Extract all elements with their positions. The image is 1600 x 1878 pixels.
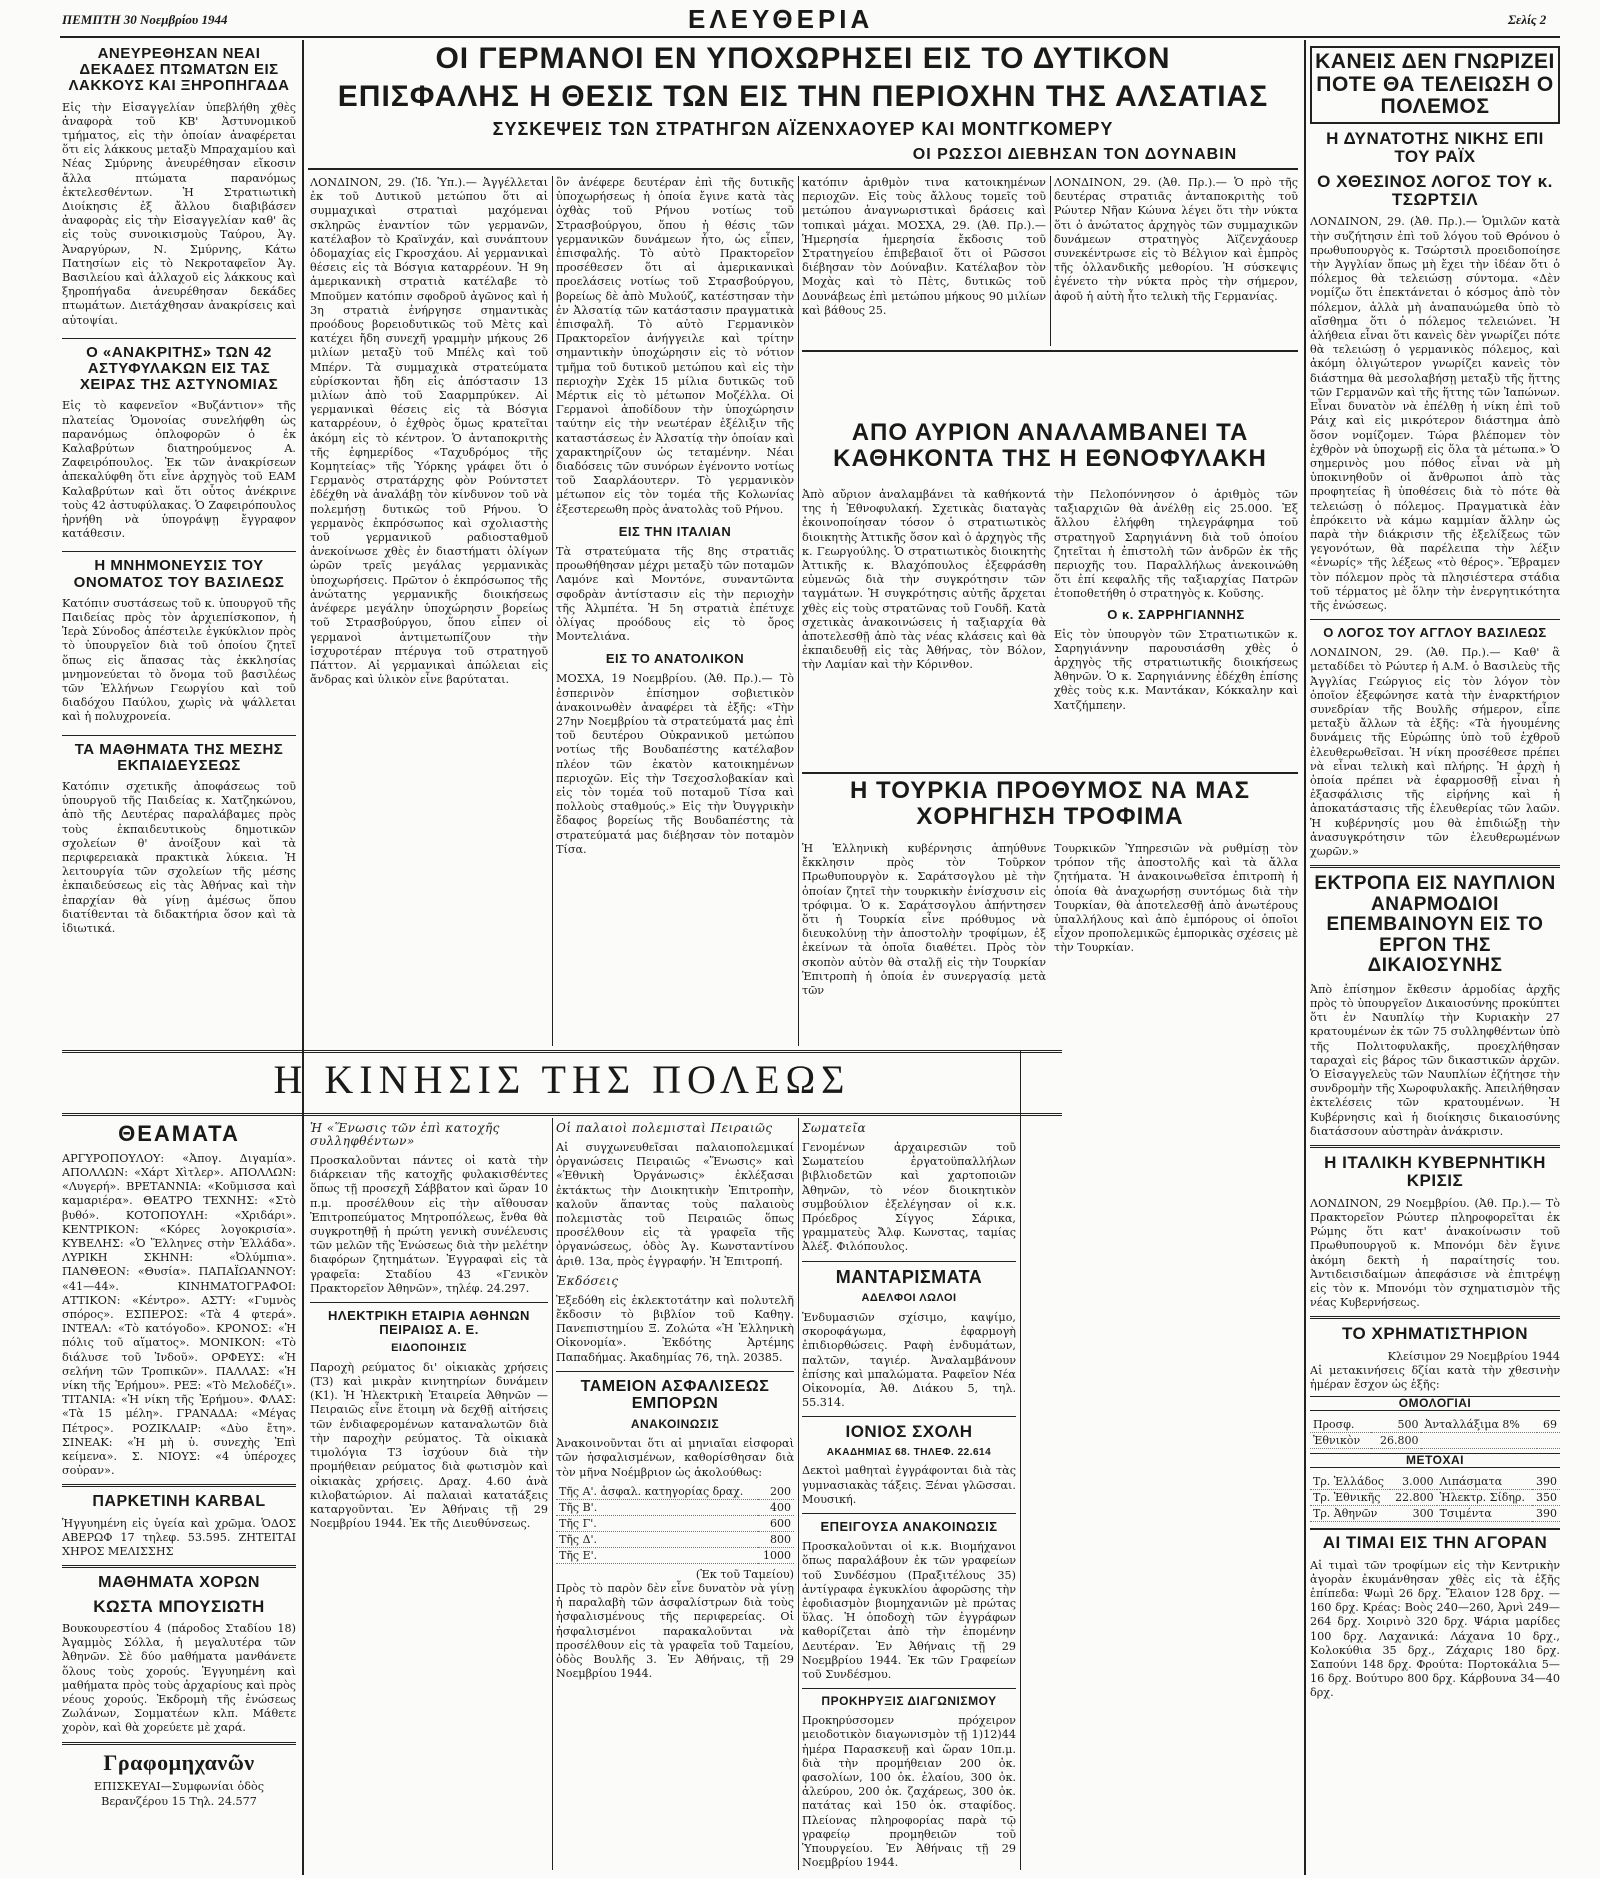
article-headline: ΕΙΣ ΤΗΝ ΙΤΑΛΙΑΝ [618,523,732,539]
prices-headline: ΑΙ ΤΙΜΑΙ ΕΙΣ ΤΗΝ ΑΓΟΡΑΝ [1310,1528,1560,1552]
notice-body: Πρὸς τὸ παρὸν δὲν εἶνε δυνατὸν νὰ γίνῃ ἡ παραλαβὴ τῶν ἀσφαλίστρων διὰ τοὺς ἠσφαλισμένους τῆς περιφερείας. Οἱ ἠσφαλισμένοι παρακαλοῦνται νὰ προσέλθουν εἰς τὰ γραφεῖα τοῦ Ταμείου, ὁδὸς Βουλῆς 3. Ἐν Ἀθήναις, τῇ 29 Νοεμβρίου 1944. [556,1582,794,1681]
article-headline: Ο «ΑΝΑΚΡΙΤΗΣ» ΤΩΝ 42 ΑΣΤΥΦΥΛΑΚΩΝ ΕΙΣ ΤΑΣ ΧΕΙΡΑΣ ΤΗΣ ΑΣΤΥΝΟΜΙΑΣ [79,343,279,394]
ad-body: Ἡγγυημένη εἰς ὑγεία καὶ χρῶμα. ὉΔΟΣ ΑΒΕΡΩΦ 17 τηλεφ. 53.595. ΖΗΤΕΙΤΑΙ ΧΗΡΟΣ ΜΕΛΙΣΣΗΣ [62,1516,296,1559]
column-rule [798,176,799,1046]
article-headline: ΕΙΣ ΤΟ ΑΝΑΤΟΛΙΚΟΝ [605,651,745,667]
notice-headline: ΠΡΟΚΗΡΥΞΙΣ ΔΙΑΓΩΝΙΣΜΟΥ [821,1694,997,1709]
ad-headline: ΜΑΘΗΜΑΤΑ ΧΟΡΩΝ [98,1574,260,1592]
column-rule [1304,40,1306,1875]
article-body: ΛΟΝΔΙΝΟΝ, 29. (Ἀθ. Πρ.).— Ὁμιλῶν κατὰ τὴν συζήτησιν ἐπὶ τοῦ λόγου τοῦ Θρόνου ὁ πρωθυπουργὸς κ. Τσώρτσιλ προειδοποίησε τὴν Ἀγγλίαν ὅπως μὴ ἔχει τὴν ἰδέαν ὅτι ὁ πόλεμος θὰ τελειώσῃ σύντομα. «Δὲν νομίζω ὅτι ἐπεκτάνεται ὁ κόσμος ἀπὸ τὸν πόλεμον, ἀλλὰ μὴ ἀναπαυώμεθα ὑπὸ τὸ αἴσθημα ὅτι ὁ πόλεμος τελειώνει. Ἡ ἀλήθεια εἶναι ὅτι κανεὶς δὲν γνωρίζει πότε θὰ τελειώσῃ ὁ γερμανικὸς πόλεμος, καὶ ἀκόμη ὀλιγώτερον γνωρίζει κανεὶς τὸν διάστημα θὰ μεσολαβήσῃ μεταξὺ τῆς ἥττης τῶν Γερμανῶν καὶ τῆς ἥττης τῶν Ἰαπώνων. Εἶναι δυνατὸν νὰ ἐπέλθῃ ἡ νίκη ἐπὶ τοῦ Ράιχ καὶ εἰς μικρότερον διάστημα ἀπὸ ὅσον νομίζομεν. Τώρα βλέπομεν τὸν ἐχθρὸν νὰ ὑποχωρῇ εἰς ὅλα τὰ μέτωπα.» Ὁ σημερινὸς μου πόθος εἶναι νὰ μὴ ὑποκινηθοῦν οἱ ἄνθρωποι ἀπὸ τὰς προφητείας ἢ ὑποθέσεις διὰ τὸ πότε θὰ τελειώσῃ ὁ πόλεμος. Πραγματικὰ ἐὰν ἐπρόκειτο νὰ κάμω καμμίαν ἄλλην ὡς παρὰ τὴν διάκρισιν τῆς ἐξελίξεως τῶν γεγονότων, θὰ παρέλειπα τὴν λέξιν «ἐνωρίς» τῆς λέξεως «τὸ θέρος». Ἔβραμεν τὸν πόλεμον πρὸς τὰ πλησιέστερα στάδια τοῦ τέρματος μὲ ὅλην τὴν ἐνεργητικότητα τῆς ἐνώσεως. [1310,215,1560,612]
table-row: Τρ. Ἀθηνῶν 300 Τσιμέντα 390 [1310,1506,1560,1522]
notice-body: Αἱ συγχωνευθεῖσαι παλαιοπολεμικαί ὀργανώσεις Πειραιῶς «Ἕνωσις» καὶ «Ἐθνικὴ Ὀργάνωσις» ἐκλέξασαι ἐκτάκτως τὴν Διοικητικὴν Ἐπιτροπὴν, καλοῦν ἅπαντας τοὺς παλαιοὺς πολεμιστὰς τοῦ Πειραιῶς ὅπως προσέλθουν εἰς τὰ γραφεῖα τῆς ὀργανώσεως, ὁδὸς Ἁγ. Κωνσταντίνου ἀριθ. 13α, πρὸς ἐγγραφήν. Ἡ Ἐπιτροπή. [556,1140,794,1268]
bourse-note: Αἱ μετακινήσεις δζίαι κατὰ τὴν χθεσινὴν ἡμέραν ἔσχον ὡς ἑξῆς: [1310,1363,1560,1392]
table-row: Τρ. Ἐλλάδος 3.000 Λιπάσματα 390 [1310,1474,1560,1490]
ad-headline: ΠΑΡΚΕΤΙΝΗ KARBAL [92,1493,266,1511]
page-number: Σελίς 2 [1508,12,1547,27]
bottom-left-column [62,1118,296,1870]
notice-headline: Οἱ παλαιοὶ πολεμισταὶ Πειραιῶς [556,1121,773,1135]
ad-body: Ἐνδυμασιῶν σχίσιμο, καψίμο, σκοροφάγωμα, ἐφαρμογὴ ἐπιδιορθώσεις. Ραφὴ ἐνδυμάτων, παλτῶν, ταγιέρ. Ἀναλαμβάνουν ἐπίσης καὶ μπαλώματα. Ραφεῖον Νέα Οἰκονομία, Ἀθ. Διάκου 5, τηλ. 55.314. [802,1310,1016,1410]
article-body: Κατόπιν συστάσεως τοῦ κ. ὑπουργοῦ τῆς Παιδείας πρὸς τὸν ἀρχιεπίσκοπον, ἡ Ἱερὰ Σύνοδος ἀπέστειλε ἐγκύκλιον πρὸς τὸ ὑπουργεῖον διὰ τοῦ ὁποίου ζητεῖ ὅπως εἰς ἅπασας τὰς ἐκκλησίας μνημονεύεται τὸ ὄνομα τοῦ βασιλέως τῶν Ἑλλήνων Γεωργίου καὶ τοῦ διαδόχου Παύλου, χωρὶς νὰ ψάλλεται καὶ ἡ πολυχρονεία. [62,596,296,724]
article-body: Κατόπιν σχετικῆς ἀποφάσεως τοῦ ὑπουργοῦ τῆς Παιδείας κ. Χατζηκώνου, ἀπὸ τῆς Δευτέρας παραλάβαμες πρὸς τοὺς ἐκπαιδευτικοὺς δημοτικῶν σχολείων θ' ἀνοίξουν καὶ τὰ περιφερειακὰ πρακτικὰ λύκεια. Ἡ λειτουργία τῶν σχολείων τῆς μέσης ἐκπαιδεύσεως εἰς τὰς Ἀθήνας καὶ τὴν ἐπαρχίαν θὰ γίνῃ ἀμέσως ὅπου διατίθενται τὰ διδακτήρια ὅσον καὶ τὰ ἰδιωτικά. [62,779,296,936]
article-body: Τουρκικῶν Ὑπηρεσιῶν νὰ ρυθμίσῃ τὸν τρόπον τῆς ἀποστολῆς καὶ τὰ ἄλλα ζητήματα. Ἡ ἀνακοινωθεῖσα ἐπιτροπὴ ἡ ὁποία θὰ ἀναχωρήσῃ συντόμως διὰ τὴν Τουρκίαν, θὰ ἀποτελεσθῇ ἀπὸ ἀνωτέρους ὑπαλλήλους καὶ ἀπὸ ἐμπόρους οἱ ὁποῖοι εἶχον προπολεμικῶς ἐμπορικὰς σχέσεις μὲ τὴν Τουρκίαν. [1054,842,1298,955]
notice-body: Προκηρύσσομεν πρόχειρον μειοδοτικὸν διαγωνισμὸν τῇ 1)12)44 ἡμέρα Παρασκευῇ καὶ ὥραν 10π.μ. διὰ τὴν προμήθειαν 200 ὀκ. φασολίων, 100 ὀκ. ἐλαίου, 300 ὀκ. ἀλεύρου, 200 ὀκ. ζαχάρεως, 300 ὀκ. πατάτας καὶ 150 ὀκ. σταφίδος. Πλείονας πληροφορίας παρὰ τῷ γραφείῳ προμηθειῶν τοῦ Ὑπουργείου. Ἐν Ἀθήναις τῇ 29 Νοεμβρίου 1944. [802,1714,1016,1870]
contribution-table [556,1484,794,1564]
ad-subheadline: ΚΩΣΤΑ ΜΠΟΥΣΙΩΤΗ [93,1596,265,1616]
right-column [1310,42,1560,1872]
center-column-1 [310,176,548,1046]
turkey-headline: Η ΤΟΥΡΚΙΑ ΠΡΟΘΥΜΟΣ ΝΑ ΜΑΣ ΧΟΡΗΓΗΣΗ ΤΡΟΦΙΜΑ [849,777,1251,831]
article-body: Εἰς τὸ καφενεῖον «Βυζάντιον» τῆς πλατείας Ὁμονοίας συνελήφθη ὡς παρανόμως ὁπλοφορῶν ὁ ἐκ Καλαβρύτων διατηρούμενος Α. Ζαφειρόπουλος. Ἐκ τῶν ἀνακρίσεων ἀπεκαλύφθη ὅτι εἶνε ἀρχηγὸς τοῦ ΕΑΜ Καλαβρύτων καὶ ὅτι οὗτος ἀνέκρινε τοὺς 42 ἀστυφύλακας. Ὁ Ζαφειρόπουλος ἠρνήθη νὰ ὑπογράψῃ ἔγγραφον κατάθεσιν. [62,399,296,541]
notice-headline: ΗΛΕΚΤΡΙΚΗ ΕΤΑΙΡΙΑ ΑΘΗΝΩΝ ΠΕΙΡΑΙΩΣ Α. Ε. [328,1307,530,1337]
masthead-rule [60,36,1560,38]
city-banner: Η ΚΙΝΗΣΙΣ ΤΗΣ ΠΟΛΕΩΣ [273,1057,851,1102]
column-rule [798,1118,799,1870]
article [62,46,296,328]
bonds-headline: ΟΜΟΛΟΓΙΑΙ [1310,1396,1560,1411]
notice-body: Γενομένων ἀρχαιρεσιῶν τοῦ Σωματείου ἐργατοϋπαλλήλων βιβλιοδετῶν καὶ χαρτοποιῶν Ἀθηνῶν, τὸ νέον διοικητικὸν συμβούλιον ἐξελέγησαν οἱ κ.κ. Πρόεδρος Σίγγος Σάρικα, γραμματεὺς Ἄλφ. Κωνστας, ταμίας Ἀλέξ. Φιλόπουλος. [802,1140,1016,1254]
column-rule [552,176,553,1046]
ethnofylaki-headline: ΑΠΟ ΑΥΡΙΟΝ ΑΝΑΛΑΜΒΑΝΕΙ ΤΑ ΚΑΘΗΚΟΝΤΑ ΤΗΣ Η ΕΘΝΟΦΥΛΑΚΗ [833,419,1267,473]
article [62,558,296,724]
notice-subheadline: ΕΙΔΟΠΟΙΗΣΙΣ [391,1342,467,1354]
article-body: ΛΟΝΔΙΝΟΝ, 29 Νοεμβρίου. (Ἀθ. Πρ.).— Τὸ Πρακτορεῖον Ρώυτερ πληροφορεῖται ἐκ Ρώμης ὅτι κατ' ἀνακοίνωσιν τοῦ Πρωθυπουργοῦ κ. Μπονόμι δὲν ἔγινε ἀκόμη δεκτὴ ἡ παραίτησίς του. Ἀντιδεισιδαίμων ἀπεφάσισε νὰ ἐπιτρέψῃ εἰς τὸν κ. Μπονόμι τὸν σχηματισμὸν τῆς νέας Κυβερνήσεως. [1310,1196,1560,1310]
headline-rule [308,168,1298,170]
article-body: Εἰς τὴν Εἰσαγγελίαν ὑπεβλήθη χθὲς ἀναφορὰ τοῦ ΚΒ' Ἀστυνομικοῦ τμήματος, εἰς τὴν ὁποίαν ἀναφέρεται ὅτι εἰς λάκκους μεταξὺ Μπραχαμίου καὶ Νέας Σμύρνης ἀνευρέθησαν εἴκοσιν ἄλλα πτώματα παρανόμως ἐκτελεσθέντων. Ἡ Στρατιωτικὴ Διοίκησις ἐξ ἄλλου διαβιβάσεν ἀναφορὰς εἰς τὴν Εἰσαγγελίαν καθ' ἃς εἰς τοὺς συνοικισμοὺς Ταύρου, Ἁγ. Ἀναργύρων, Ν. Σμύρνης, Κάτω Πατησίων εἰς τὸ Νεκροταφεῖον Ἁγ. Βασιλείου καὶ ἀλλαχοῦ εἰς λάκκους καὶ ξηροπήγαδα ἀνευρέθησαν δεκάδες πτωμάτων. Διετάχθησαν ἀνακρίσεις καὶ αὐτοψίαι. [62,100,296,327]
subheadline-2: ΟΙ ΡΩΣΣΟΙ ΔΙΕΒΗΣΑΝ ΤΟΝ ΔΟΥΝΑΒΙΝ [912,146,1238,163]
main-headline: ΟΙ ΓΕΡΜΑΝΟΙ ΕΝ ΥΠΟΧΩΡΗΣΕΙ ΕΙΣ ΤΟ ΔΥΤΙΚΟΝ [435,42,1171,75]
ad-body: Βουκουρεστίου 4 (πάροδος Σταδίου 18) Ἀγαμμὸς Σόλλα, ἡ μεγαλυτέρα τῶν Ἀθηνῶν. Σὲ δύο μαθήματα μανθάνετε ὅλους τοὺς χορούς. Ἐγγυημένη καὶ μαθήματα πρὸς τοὺς ἀρχαρίους καὶ πρὸς νέους χορούς. Ἐκδρομὴ τῆς ἐνώσεως Ζωλάνων, Σομματέων κλπ. Μάθετε χορὸν, καὶ θὰ χορεύετε μὲ χαρά. [62,1621,296,1735]
ad-body: ΕΠΙΣΚΕΥΑΙ—Συμφωνίαι ὁδὸς Βερανζέρου 15 Τηλ. 24.577 [94,1780,264,1808]
column-rule [552,1118,553,1870]
notice-body: Προσκαλοῦνται οἱ κ.κ. Βιομήχανοι ὅπως παραλάβουν ἐκ τῶν γραφείων τοῦ Συνδέσμου (Πραξιτέλους 35) ἀντίγραφα ἐγκυκλίου ἀφορῶσης τὴν ἐφοδιασμὸν βιομηχανιῶν μὲ πρώτας ὕλας. Ἡ ὁποδοχὴ τῶν ἐγγράφων καθορίζεται ἀπὸ τὴν ἑπομένην Δευτέραν. Ἐν Ἀθήναις τῇ 29 Νοεμβρίου 1944. Ἐκ τῶν Γραφείων τοῦ Συνδέσμου. [802,1540,1016,1681]
article-headline: Ο κ. ΣΑΡΡΗΓΙΑΝΝΗΣ [1107,606,1245,622]
article-subheadline: Η ΔΥΝΑΤΟΤΗΣ ΝΙΚΗΣ ΕΠΙ ΤΟΥ ΡΑΪΧ [1326,129,1544,167]
prices-body: Αἱ τιμαὶ τῶν τροφίμων εἰς τὴν Κεντρικὴν ἀγορὰν ἐκυμάνθησαν χθὲς εἰς τὰ ἑξῆς ἐπίπεδα: Ψωμὶ 26 δρχ. Ἔλαιον 128 δρχ. — 160 δρχ. Κρέας: Βοὸς 240—260, Ἀρνὶ 249—264 δρχ. Χοιρινὸ 320 δρχ. Ψάρια μαρίδες 100 δρχ. Λαχανικά: Λάχανα 10 δρχ., Κολοκύθια 35 δρχ., Ζάχαρις 180 δρχ. Σαπούνι 148 δρχ. Φρούτα: Πορτοκάλια 5—16 δρχ. Βούτυρο 800 δρχ. Κάρβουνα 34—40 δρχ. [1310,1558,1560,1700]
table-row: Τῆς Γ'. 600 [556,1515,794,1531]
column-rule [302,40,304,1875]
table-row: Τῆς Α'. ἀσφαλ. κατηγορίας δραχ. 200 [556,1484,794,1500]
issue-date: ΠΕΜΠΤΗ 30 Νοεμβρίου 1944 [62,12,228,27]
ethnofylaki-body-left [802,488,1046,768]
article-body: Τὰ στρατεύματα τῆς 8ης στρατιᾶς προωθήθησαν μέχρι μεταξὺ τῶν ποταμῶν Λαμόνε καὶ Μοντόνε, συναντῶντα σφοδρὰν ἀντίστασιν εἰς τὴν περιοχὴν τῆς Ἀλμπέτα. Ἡ 5η στρατιὰ ἐπέτυχε ὀλίγας προόδους εἰς τὸ ὄρος Μοντελιάνα. [556,544,794,644]
article-headline: Η ΜΝΗΜΟΝΕΥΣΙΣ ΤΟΥ ΟΝΟΜΑΤΟΣ ΤΟΥ ΒΑΣΙΛΕΩΣ [73,557,285,591]
ad-headline: ΜΑΝΤΑΡΙΣΜΑΤΑ [835,1266,983,1287]
ad-headline: ΙΟΝΙΟΣ ΣΧΟΛΗ [845,1422,973,1442]
main-headline-2: ΕΠΙΣΦΑΛΗΣ Η ΘΕΣΙΣ ΤΩΝ ΕΙΣ ΤΗΝ ΠΕΡΙΟΧΗΝ ΤΗΣ ΑΛΣΑΤΙΑΣ [337,80,1269,113]
article-body: ὃν ἀνέφερε δευτέραν ἐπὶ τῆς δυτικῆς ὑποχωρήσεως ἡ ὁποία ἔγινε κατὰ τὰς ὀχθὰς τοῦ Ρήνου νοτίως τοῦ Στρασβούργου, ὅπου ἡ θέσις τῶν γερμανικῶν δυνάμεων ἦτο, ὡς εἶπεν, ἐπισφαλής. Τὸ αὐτὸ Πρακτορεῖον προσέθεσεν ὅτι αἱ ἀμερικανικαὶ προελάσεις νοτίως τοῦ Στρασβούργου, βορείως δὲ ἀπὸ Μυλούζ, κατέστησαν τὴν ἐν Ἀλσατίᾳ τῶν κατάστασιν πραγματικὰ ἐπισφαλῆ. Τὸ αὐτὸ Γερμανικὸν Πρακτορεῖον ἀνήγγειλε καὶ τρίτην σημαντικὴν ὑποχώρησιν εἰς τὸ νότιον τμῆμα τοῦ δυτικοῦ μετώπου καὶ εἰς τὴν περιοχὴν Σχὲκ 15 μίλια δυτικῶς τοῦ Μέρτικ εἰς τὸ μέτωπον Μοζέλλα. Οἱ Γερμανοὶ ἀποδίδουν τὴν ὑποχώρησιν ταύτην εἰς τὴν νεωτέραν ἐξέλιξιν τῆς καταστάσεως ἐν Ἀλσατίᾳ τὴν ὁποίαν καὶ χαρακτηρίζουν ὡς τεταμένην. Νέαι διαδόσεις τῶν συνόρων ἐγένοντο νοτίως τοῦ Σααρλάουτερν. Τὸ γερμανικὸν μέτωπον εἰς τὸν τομέα τῆς Κολωνίας ἐξεστερεωθη πρὸς ἀνατολὰς τοῦ Ρήνου. [556,176,794,516]
bottom-column-2 [310,1118,548,1870]
ad-subheadline: ΑΚΑΔΗΜΙΑΣ 68. ΤΗΛΕΦ. 22.614 [826,1446,992,1458]
article-body: Ἀπὸ ἐπίσημον ἔκθεσιν ἁρμοδίας ἀρχῆς πρὸς τὸ ὑπουργεῖον Δικαιοσύνης προκύπτει ὅτι ἐν Ναυπλίῳ τὴν Κυριακὴν 27 κρατουμένων ἐκ τῶν 75 συλληφθέντων ὑπὸ τῆς Πολιτοφυλακῆς, προεχλήθησαν ταραχαὶ εἰς βάρος τῶν δικαστικῶν ἀρχῶν. Ὁ Εἰσαγγελεὺς τῶν Ναυπλίων ἐζήτησε τὴν συνδρομὴν τῆς Χωροφυλακῆς. Ἀπειλήθησαν ἐκτελέσεις τῶν κρατουμένων. Ἡ Κυβέρνησις καὶ ἡ διοίκησις δικαιοσύνης διατάσσουν αὐστηρὰν ἀνάκρισιν. [1310,982,1560,1138]
section-rule [802,350,1298,352]
listing-body: ΑΡΓΥΡΟΠΟΥΛΟΥ: «Ἀπογ. Διγαμία». ΑΠΟΛΛΩΝ: «Χάρτ Χὶτλερ». ΑΠΟΛΛΩΝ: «Λυγερή». ΒΡΕΤΑΝΝΙΑ: «Κοῦμισσα καὶ καμαριέρα». ΘΕΑΤΡΟ ΤΕΧΝΗΣ: «Στὸ βυθό». ΚΟΤΟΠΟΥΛΗ: «Χριδάρι». ΚΕΝΤΡΙΚΟΝ: «Κόρες λογοκρισία». ΚΥΒΕΛΗΣ: «Ὁ Ἕλληνες στὴν Ἑλλάδα». ΛΥΡΙΚΗ ΣΚΗΝΗ: «Ὀλύμπια». ΠΑΝΘΕΟΝ: «Θυσία». ΠΑΠΑΪΩΑΝΝΟΥ: «41—44». ΚΙΝΗΜΑΤΟΓΡΑΦΟΙ: ΑΤΤΙΚΟΝ: «Κέντρο». ΑΣΤΥ: «Γυμνὸς σπόρος». ΕΣΠΕΡΟΣ: «Τὰ 4 φτερά». ΙΝΤΕΑΛ: «Τὸ κατόγοδο». ΚΡΟΝΟΣ: «Ἡ πόλις τοῦ αἵματος». ΜΟΝΙΚΟΝ: «Τὸ διάλυσε τοῦ Ἰνδοῦ». ΟΡΦΕΥΣ: «Ἡ σελήνη τῶν Τροπικῶν». ΠΑΛΛΑΣ: «Ἡ νίκη τῆς Ἐρήμου». ΡΕΞ: «Τὸ Μελοδέζι». ΤΙΤΑΝΙΑ: «Ἡ νίκη τῆς Ἐρήμου». ΦΛΑΣ: «Τὰ 15 μέλη». ΓΡΑΝΑΔΑ: «Μέγας Πέτρος». ΡΟΖΙΚΛΑΙΡ: «Δὺο ἔτη». ΣΙΝΕΑΚ: «Ἡ μὴ ὑ. συνεχὴς Ἐπὶ κείμενα». Σ. ΝΙΟΥΣ: «4 ὑπέροχες σοὐραν». [62,1151,296,1478]
article [62,345,296,542]
section-headline: ΘΕΑΜΑΤΑ [118,1121,240,1146]
shares-table [1310,1474,1560,1522]
turkey-body-right [1054,842,1298,1042]
ethnofylaki-body-right [1054,488,1298,768]
notice-headline: ΕΠΕΙΓΟΥΣΑ ΑΝΑΚΟΙΝΩΣΙΣ [820,1519,998,1535]
section-rule [802,772,1298,774]
notice-signature: (Ἐκ τοῦ Ταμείου) [695,1567,794,1581]
table-row: Τρ. Ἐθνικῆς 22.800 Ἠλεκτρ. Σίδηρ. 350 [1310,1490,1560,1506]
newspaper-title: ΕΛΕΥΘΕΡΙΑ [688,4,874,34]
column-rule [1020,1050,1021,1870]
turkey-body-left [802,842,1046,1042]
subheadline: ΣΥΣΚΕΨΕΙΣ ΤΩΝ ΣΤΡΑΤΗΓΩΝ ΑΪΖΕΝΧΑΟΥΕΡ ΚΑΙ ΜΟΝΤΓΚΟΜΕΡΥ [492,119,1114,139]
table-row: Τῆς Β'. 400 [556,1499,794,1515]
article-body: ΜΟΣΧΑ, 19 Νοεμβρίου. (Ἀθ. Πρ.).— Τὸ ἑσπερινὸν ἐπίσημον σοβιετικὸν ἀνακοινωθὲν ἀναφέρει τὰ ἑξῆς: «Τὴν 27ην Νοεμβρίου τὰ στρατεύματά μας ἐπὶ τοῦ δευτέρου Οὐκρανικοῦ μετώπου νοτίως τῆς Βουδαπέστης κατέλαβον πλέον τῶν ἑκατὸν κατοικημένων περιοχῶν. Εἰς τὴν Τσεχοσλοβακίαν καὶ εἰς τὸν τομέα τοῦ ποταμοῦ Τίσα καὶ πολλοὺς σταθμούς.» Εἰς τὴν Ὀυγγρικὴν ἔδαφος βορείως τῆς Βουδαπέστης τὰ στρατεύματά μας διέβησαν τὸν ποταμὸν Τίσα. [556,672,794,856]
ad-headline: Γραφομηχανῶν [103,1749,255,1775]
article-headline: ΑΝΕΥΡΕΘΗΣΑΝ ΝΕΑΙ ΔΕΚΑΔΕΣ ΠΤΩΜΑΤΩΝ ΕΙΣ ΛΑΚΚΟΥΣ ΚΑΙ ΞΗΡΟΠΗΓΑΔΑ [68,45,290,95]
article-body: Εἰς τὸν ὑπουργὸν τῶν Στρατιωτικῶν κ. Σαρηγιάννην παρουσιάσθη χθὲς ὁ ἀρχηγὸς τῆς στρατιωτικῆς διοικήσεως Ἀθηνῶν. Ὁ κ. Σαρηγιάννης ἐδέχθη ἐπίσης χθὲς τοὺς κ.κ. Μαντάκαν, Κόκκαλην καὶ Χατζήμπεην. [1054,627,1298,712]
column-rule [1050,176,1051,346]
notice-headline: Ἡ «Ἕνωσις τῶν ἐπὶ κατοχῆς συλληφθέντων» [310,1121,500,1148]
left-column [62,42,296,1052]
bottom-column-4 [802,1118,1016,1870]
article-body: Ἡ Ἑλληνικὴ κυβέρνησις ἀπηύθυνε ἔκκλησιν πρὸς τὸν Τοῦρκον Πρωθυπουργὸν κ. Σαράτσογλου μὲ τὴν ὁποίαν ζητεῖ τὴν τουρκικὴν ἐνίσχυσιν εἰς τρόφιμα. Ὁ κ. Σαράτσογλου ἀπήντησεν ὅτι ἡ Τουρκία εἶνε πρόθυμος νὰ διευκολύνῃ τὴν ἀποστολὴν τροφίμων, ἐξ ἐκείνων τὰ ὁποῖα διαθέτει. Πρὸς τὸν σκοπὸν αὐτὸν θὰ σταλῇ εἰς τὴν Τουρκίαν Ἐπιτροπὴ ἡ ὁποία ἐν συνεργασίᾳ μετὰ τῶν [802,842,1046,998]
article-body: ΛΟΝΔΙΝΟΝ, 29. (Ἀθ. Πρ.).— Καθ' ἃ μεταδίδει τὸ Ρώυτερ ἡ Α.Μ. ὁ Βασιλεὺς τῆς Ἀγγλίας Γεώργιος εἰς τὸν λόγον τὸν ὁποῖον ἐξεφώνησε κατὰ τὴν ἐναρκτήριον συνεδρίαν τῆς Βουλῆς σήμερον, εἶπε μεταξὺ ἄλλων τὰ ἑξῆς: «Τὰ ἡγουμένης δυνάμεις τῆς Εὐρώπης ὑπὸ τοῦ ἐχθροῦ ἐλευθερωθεῖσαι. Ἡ νίκη προσέθεσε πρέπει νὰ εἶναι τελικὴ καὶ πλήρης. Ἡ ἀρχὴ ἡ ὁποία πρέπει νὰ ἐφαρμοσθῇ εἶναι ἡ ἐξασφάλισις τῆς εἰρήνης καὶ ἡ ἀποκατάστασις τῆς ἐλευθερίας τῶν λαῶν. Ἡ κυβέρνησίς μου θὰ ἐπιδιώξῃ τὴν ἀνασυγκρότησιν τῶν ἐλευθερωμένων χωρῶν.» [1310,646,1560,859]
table-row: Ἐθνικὸν 26.800 [1310,1433,1560,1449]
center-column-3 [802,176,1046,346]
notice-subheadline: ΑΝΑΚΟΙΝΩΣΙΣ [630,1417,720,1432]
bourse-headline: ΤΟ ΧΡΗΜΑΤΙΣΤΗΡΙΟΝ [1341,1324,1529,1344]
article-body: ΛΟΝΔΙΝΟΝ, 29. (Ἰδ. Ὑπ.).— Ἀγγέλλεται ἐκ τοῦ Δυτικοῦ μετώπου ὅτι αἱ συμμαχικαὶ στρατιαὶ μαχόμεναι σκληρῶς ἐναντίον τῶν γερμανῶν, κατέλαβον τὸ Κραϊνχάν, καὶ συνάπτουν ὁδομαχίας εἰς Γκροσχάου. Αἱ γερμανικαὶ θέσεις εἰς τὰ Βόσγια καταρρέουν. Ἡ 9η ἀμερικανικὴ στρατιὰ κατέλαβε τὸ Μποῦμεν κατόπιν σφοδροῦ ἀγῶνος καὶ ἡ 3η στρατιὰ ἐνήργησε σημαντικὰς προόδους βορειοδυτικῶς τοῦ Μὲτς καὶ κατέχει ἤδη συνεχῆ γραμμὴν μήκους 26 μιλίων μεταξὺ τοῦ Μπέλς καὶ τοῦ Μπέρν. Τὰ συμμαχικὰ στρατεύματα εὑρίσκονται ἤδη εἰς ἀπόστασιν 13 μιλίων ἀπὸ τοῦ Σααρμπρύκεν. Αἱ γερμανικαὶ θέσεις εἰς τὰ Βόσγια καταρρέουν, ὁ ἐχθρὸς ὅμως κρατεῖται ἀκόμη εἰς τὸ κέντρον. Ὁ ἀνταποκριτὴς τῆς ἐφημερίδος «Ταχυδρόμος τῆς Κομητείας» τῆς Ὑόρκης γράφει ὅτι ὁ Γερμανὸς στρατάρχης φὸν Ρούντστετ ἐδέχθη νὰ ἀναλάβῃ τὸν κίνδυνον τοῦ νὰ πολεμήσῃ δυτικῶς τοῦ Ρήνου. Ὁ γερμανὸς ἐκπρόσωπος καὶ σχολιαστὴς τοῦ γερμανικοῦ ραδιοσταθμοῦ ἀνεκοίνωσε χθὲς ἐν διαστήματι ὀλίγων ὡρῶν τρεῖς μεγάλας γερμανικὰς ὑποχωρήσεις. Πρῶτον ὁ ἐκπρόσωπος τῆς ἀνώτατης γερμανικῆς διοικήσεως ἀνέφερε μεγάλην ὑποχώρησιν βορείως τοῦ Στρασβούργου, ὅπου εἶπεν οἱ γερμανοὶ ἀντιμετωπίζουν τὴν ἰσχυροτέραν πτέρυγα τοῦ στρατηγοῦ Πάττον. Αἱ γερμανικαὶ ἀπώλειαι εἰς ἄνδρας καὶ ὑλικὸν εἶνε βαρύταται. [310,176,548,687]
table-row: Τῆς Ε'. 1000 [556,1547,794,1563]
notice-body: Ἀνακοινοῦνται ὅτι αἱ μηνιαῖαι εἰσφοραὶ τῶν ἠσφαλισμένων, καθορίσθησαν διὰ τὸν μῆνα Νοέμβριον ὡς ἀκολούθως: [556,1437,794,1479]
table-row: Προσφ. 500 Ἀνταλλάξιμα 8% 69 [1310,1417,1560,1433]
article-headline: ΤΑ ΜΑΘΗΜΑΤΑ ΤΗΣ ΜΕΣΗΣ ΕΚΠΑΙΔΕΥΣΕΩΣ [74,740,284,774]
article-body: Ἀπὸ αὔριον ἀναλαμβάνει τὰ καθήκοντά της ἡ Ἐθνοφυλακή. Σχετικὰς διαταγὰς ἐκοινοποίησαν τόσον ὁ στρατιωτικὸς διοικητὴς Ἀττικῆς ὅσον καὶ ὁ ἀρχηγὸς τῆς κ. Γεωργούλης. Ὁ στρατιωτικὸς διοικητὴς Ἀττικῆς κ. Βλαχόπουλος ἐξεφράσθη εὐμενῶς διὰ τὴν συγκρότησιν τῶν ταγμάτων. Ἡ συγκρότησις αὐτῆς ἄρχεται χθὲς εἰς τοὺς στρατῶνας τοῦ Γουδῆ. Κατὰ σχετικὰς ἀνακοινώσεις ἡ ταξιαρχία θὰ ἀποτελεσθῇ ἀπὸ τὰς νέας κλάσεις καὶ θὰ ἐκπαιδευθῇ εἰς τὰς Ἀθήνας, τὸν Βόλον, τὴν Λαμίαν καὶ τὴν Κόρινθον. [802,488,1046,672]
notice-headline: Ἐκδόσεις [556,1273,619,1288]
article-headline: ΚΑΝΕΙΣ ΔΕΝ ΓΝΩΡΙΖΕΙ ΠΟΤΕ ΘΑ ΤΕΛΕΙΩΣΗ Ο ΠΟΛΕΜΟΣ [1310,46,1560,124]
notice-body: Ἐξεδόθη εἰς ἐκλεκτοτάτην καὶ πολυτελῆ ἔκδοσιν τὸ βιβλίον τοῦ Καθηγ. Πανεπιστημίου Ξ. Ζολώτα «Ἡ Ἑλληνικὴ Οἰκονομία». Ἐκδότης Ἀρτέμης Παπαδήμας. Ἀκαδημίας 76, τηλ. 20385. [556,1293,794,1364]
center-column-4 [1054,176,1298,346]
ad-subheadline: ΑΔΕΛΦΟΙ ΛΩΛΟΙ [861,1292,957,1305]
article-subheadline: Ο ΧΘΕΣΙΝΟΣ ΛΟΓΟΣ ΤΟΥ κ. ΤΣΩΡΤΣΙΛ [1317,171,1553,210]
bottom-right-column [1024,1050,1298,1870]
article-headline: ΕΚΤΡΟΠΑ ΕΙΣ ΝΑΥΠΛΙΟΝ ΑΝΑΡΜΟΔΙΟΙ ΕΠΕΜΒΑΙΝΟΥΝ ΕΙΣ ΤΟ ΕΡΓΟΝ ΤΗΣ ΔΙΚΑΙΟΣΥΝΗΣ [1314,873,1556,977]
article [62,742,296,937]
shares-headline: ΜΕΤΟΧΑΙ [1310,1453,1560,1468]
center-column-2 [556,176,794,1046]
article-body: τὴν Πελοπόννησον ὁ ἀριθμὸς τῶν ταξιαρχιῶν θὰ ἀνέλθῃ εἰς 25.000. Ἐξ ἄλλου ἐλήφθη τηλεγράφημα τοῦ στρατηγοῦ Σαρηγιάννη διὰ τοῦ ὁποίου ζητεῖται ἡ ἐπιστολὴ τῶν ἀνδρῶν ἐκ τῆς περιοχῆς του. Παραλλήλως ἀνεκοινώθη ὅτι ἐπί κεφαλῆς τῆς ταξιαρχίας Πατρῶν ἐτοποθετήθη ὁ στρατηγὸς κ. Κοῦσης. [1054,488,1298,601]
notice-headline: ΤΑΜΕΙΟΝ ΑΣΦΑΛΙΣΕΩΣ ΕΜΠΟΡΩΝ [580,1377,770,1413]
notice-body: Προσκαλοῦνται πάντες οἱ κατὰ τὴν διάρκειαν τῆς κατοχῆς φυλακισθέντες ὅπως τῇ προσεχῆ Σάββατον καὶ ὥραν 10 π.μ. προσέλθουν εἰς τὴν αἴθουσαν Ἐπιτροπεύματος Μητροπόλεως, ἔνθα θὰ συγκροτηθῇ ἡ πρώτη γενικὴ συνέλευσις τῶν μελῶν τῆς Ἑνώσεως διὰ τὴν μελέτην διαφόρων ζητημάτων. Ἐγγραφαὶ εἰς τὰ γραφεῖα: Σταδίου 43 «Γενικὸν Πρακτορεῖον Ἀθηνῶν», τηλέφ. 24.297. [310,1153,548,1295]
article-headline: Ο ΛΟΓΟΣ ΤΟΥ ΑΓΓΛΟΥ ΒΑΣΙΛΕΩΣ [1323,625,1547,641]
bonds-table [1310,1417,1560,1449]
article-body: ΛΟΝΔΙΝΟΝ, 29. (Ἀθ. Πρ.).— Ὁ πρὸ τῆς δευτέρας στρατιᾶς ἀνταποκριτὴς τοῦ Ρώυτερ Νῆαν Κώυνα λέγει ὅτι τὴν νύκτα ὅτι ὁ ἀνώτατος ἀρχηγὸς τῶν συμμαχικῶν δυνάμεων στρατηγὸς Ἀϊζενχάουερ συνεκέντρωσε εἰς τὸ Βέλγιον καὶ ἐμπρὸς τῆς ὁλλανδικῆς μεθορίου. Ἡ σύσκεψις ἐγένετο τὴν νύκτα πρὸς τὴν σήμερον, ἀφοῦ ἡ αὐτὴ ἦτο τελικὴ τῆς Γερμανίας. [1054,176,1298,303]
article-headline: Η ΙΤΑΛΙΚΗ ΚΥΒΕΡΝΗΤΙΚΗ ΚΡΙΣΙΣ [1324,1153,1546,1191]
table-row: Τῆς Δ'. 800 [556,1531,794,1547]
article-body: κατόπιν ἀριθμὸν τινα κατοικημένων περιοχῶν. Εἰς τοὺς ἄλλους τομεῖς τοῦ μετώπου ἀναγνωριστικαὶ δράσεις καὶ τοπικαὶ μάχαι. ΜΟΣΧΑ, 29. (Ἀθ. Πρ.).— Ἡμερησία ἡμερησία ἔκδοσις τοῦ Στρατηγείου ἐπιβεβαιοῖ ὅτι οἱ Ρῶσσοι διέβησαν τὸν Δούναβιν. Κατέλαβον τὸν Μοχὰς καὶ τὸ Πὲτς, δυτικῶς τοῦ Δουνάβεως ἐπὶ μετώπου μήκους 90 μιλίων καὶ βάθους 25. [802,176,1046,317]
notice-body: Παροχὴ ρεύματος δι' οἰκιακὰς χρήσεις (Τ3) καὶ μικρὰν κινητηρίων δυνάμειν (Κ1). Ἡ Ἠλεκτρικὴ Ἑταιρεία Ἀθηνῶν — Πειραιῶς εἶνε ἕτοιμη νὰ δεχθῇ αἰτήσεις τῶν ἐνδιαφερομένων καταναλωτῶν διὰ τὴν παροχὴν ρεύματος. Τὰ οἰκιακὰ τιμολόγια Τ3 ἰσχύουν διὰ τὴν προμήθειαν ρεύματος διὰ φωτισμὸν καὶ οἰκιακὰς χρήσεις. Δραχ. 4.60 ἀνὰ κιλοβατώριον. Αἱ παλαιαὶ κατατάξεις καταργοῦνται. Ἐν Ἀθήναις τῇ 29 Νοεμβρίου 1944. Ἐκ τῆς Διευθύνσεως. [310,1360,548,1531]
bottom-column-3 [556,1118,794,1870]
bourse-date: Κλείσιμον 29 Νοεμβρίου 1944 [1387,1349,1560,1363]
notice-headline: Σωματεῖα [802,1121,867,1135]
ad-body: Δεκτοὶ μαθηταὶ ἐγγράφονται διὰ τὰς γυμνασιακὰς τάξεις. Ξέναι γλῶσσαι. Μουσική. [802,1464,1016,1506]
